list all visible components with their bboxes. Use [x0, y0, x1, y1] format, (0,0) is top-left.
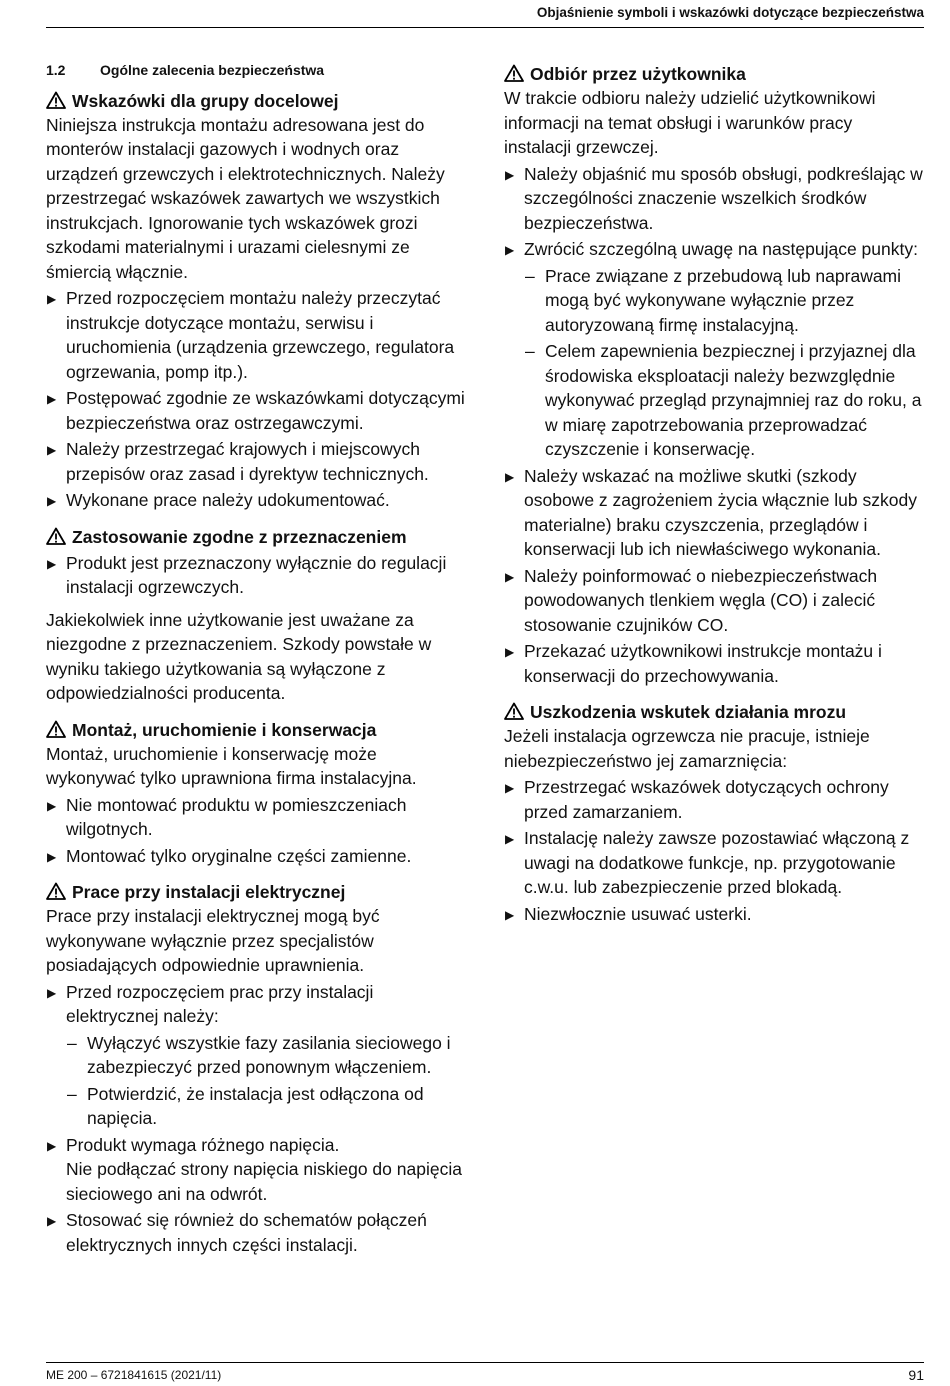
dash-item: – Celem zapewnienia bezpiecznej i przyjaznej dla środowiska eksploatacji należy bezwzględnie wykonywać przegląd przynajmniej raz do roku, a w miarę zapotrzebowania przeprowadzać czyszczenie i konserwację.	[524, 339, 924, 462]
bullet-list	[504, 162, 924, 689]
list-item: ▶ Postępować zgodnie ze wskazówkami dotyczącymi bezpieczeństwa oraz ostrzegawczymi.	[46, 386, 466, 435]
list-item: ▶ Przekazać użytkownikowi instrukcje montażu i konserwacji do przechowywania.	[504, 639, 924, 688]
list-item: ▶ Przed rozpoczęciem montażu należy przeczytać instrukcje dotyczące montażu, serwisu i uruchomienia (urządzenia grzewczego, regulatora ogrzewania, pomp itp.).	[46, 286, 466, 384]
list-item: ▶ Wykonane prace należy udokumentować.	[46, 488, 466, 513]
heading-text: Montaż, uruchomienie i konserwacja	[72, 719, 377, 740]
warning-icon	[46, 91, 66, 109]
page-header	[46, 0, 924, 28]
warning-icon	[504, 64, 524, 82]
list-item: ▶ Stosować się również do schematów połączeń elektrycznych innych części instalacji.	[46, 1208, 466, 1257]
page-number: 91	[908, 1367, 924, 1383]
heading-text: Uszkodzenia wskutek działania mrozu	[530, 702, 847, 722]
heading-text: Wskazówki dla grupy docelowej	[72, 90, 339, 111]
list-item: ▶ Należy wskazać na możliwe skutki (szkody osobowe z zagrożeniem życia włącznie lub szkody materialne) braku czyszczenia, przeglądów i konserwacji lub ich niewłaściwego wykonania.	[504, 464, 924, 562]
bullet-list	[46, 286, 466, 513]
paragraph: Prace przy instalacji elektrycznej mogą być wykonywane wyłącznie przez specjalistów posiadających odpowiednie uprawnienia.	[46, 906, 380, 975]
list-item-text: Przed rozpoczęciem prac przy instalacji elektrycznej należy:	[66, 981, 374, 1026]
heading-frost-damage	[504, 700, 924, 724]
dash-list	[66, 1031, 466, 1131]
list-item-text: ▶ Produkt wymaga różnego napięcia.	[66, 1134, 340, 1155]
dash-item: – Prace związane z przebudową lub naprawami mogą być wykonywane wyłącznie przez autoryzowaną firmę instalacyjną.	[524, 264, 924, 338]
list-item: ▶ Przestrzegać wskazówek dotyczących ochrony przed zamarzaniem.	[504, 775, 924, 824]
document-id: ME 200 – 6721841615 (2021/11)	[46, 1368, 222, 1382]
heading-text: Zastosowanie zgodne z przeznaczeniem	[72, 526, 407, 547]
heading-text: Prace przy instalacji elektrycznej	[72, 882, 346, 902]
dash-list	[524, 264, 924, 462]
bullet-list	[46, 793, 466, 869]
bullet-list	[504, 775, 924, 926]
section-title: Ogólne zalecenia bezpieczeństwa	[100, 62, 325, 78]
list-item	[46, 1133, 466, 1207]
list-item: ▶ Niezwłocznie usuwać usterki.	[504, 902, 924, 927]
right-column	[504, 58, 924, 928]
warning-icon	[46, 527, 66, 545]
list-item-text: Zwrócić szczególną uwagę na następujące punkty:	[524, 239, 918, 259]
paragraph: Jakiekolwiek inne użytkowanie jest uważane za niezgodne z przeznaczeniem. Szkody powstałe w wyniku takiego użytkowania są wyłączone z odpowiedzialności producenta.	[46, 609, 432, 703]
heading-intended-use	[46, 525, 466, 549]
list-item: ▶ Należy objaśnić mu sposób obsługi, podkreślając w szczególności znaczenie wszelkich środków bezpieczeństwa.	[504, 162, 924, 236]
list-item: ▶ Produkt jest przeznaczony wyłącznie do regulacji instalacji ogrzewczych.	[46, 551, 466, 600]
list-item: ▶ Montować tylko oryginalne części zamienne.	[46, 844, 466, 869]
dash-item: – Potwierdzić, że instalacja jest odłączona od napięcia.	[66, 1082, 466, 1131]
heading-electrical	[46, 880, 466, 904]
list-item-text: Nie podłączać strony napięcia niskiego do napięcia sieciowego ani na odwrót.	[66, 1159, 462, 1204]
header-title: Objaśnienie symboli i wskazówki dotyczące bezpieczeństwa	[536, 5, 924, 20]
section-heading	[46, 58, 466, 83]
paragraph: Jeżeli instalacja ogrzewcza nie pracuje, istnieje niebezpieczeństwo jej zamarznięcia:	[504, 726, 870, 771]
list-item: ▶ Nie montować produktu w pomieszczeniach wilgotnych.	[46, 793, 466, 842]
heading-target-group	[46, 89, 466, 113]
dash-item: – Wyłączyć wszystkie fazy zasilania sieciowego i zabezpieczyć przed ponownym włączeniem.	[66, 1031, 466, 1080]
warning-icon	[504, 702, 524, 720]
heading-user-handover	[504, 62, 924, 86]
heading-text: Odbiór przez użytkownika	[530, 64, 746, 84]
paragraph: Montaż, uruchomienie i konserwację może wykonywać tylko uprawniona firma instalacyjna.	[46, 743, 417, 788]
warning-icon	[46, 720, 66, 738]
list-item	[504, 237, 924, 462]
paragraph: W trakcie odbioru należy udzielić użytkownikowi informacji na temat obsługi i warunków pracy instalacji grzewczej.	[504, 88, 876, 157]
list-item: ▶ Należy przestrzegać krajowych i miejscowych przepisów oraz zasad i dyrektyw technicznych.	[46, 437, 466, 486]
list-item	[46, 980, 466, 1131]
bullet-list	[46, 980, 466, 1258]
list-item: ▶ Należy poinformować o niebezpieczeństwach powodowanych tlenkiem węgla (CO) i zalecić stosowanie czujników CO.	[504, 564, 924, 638]
bullet-list	[46, 551, 466, 600]
section-number: 1.2	[46, 62, 66, 78]
list-item: ▶ Instalację należy zawsze pozostawiać włączoną z uwagi na dodatkowe funkcje, np. przygotowanie c.w.u. lub zabezpieczenie przed blokadą.	[504, 826, 924, 900]
heading-installation	[46, 718, 466, 742]
paragraph: Niniejsza instrukcja montażu adresowana jest do monterów instalacji gazowych i wodnych oraz urządzeń grzewczych i elektrotechnicznych. Należy przestrzegać wskazówek zawartych we wszystkich instrukcjach. Ignorowanie tych wskazówek grozi szkodami materialnymi i urazami cielesnymi ze śmiercią włącznie.	[46, 114, 445, 282]
left-column	[46, 58, 466, 1259]
warning-icon	[46, 882, 66, 900]
page-footer	[46, 1362, 924, 1386]
